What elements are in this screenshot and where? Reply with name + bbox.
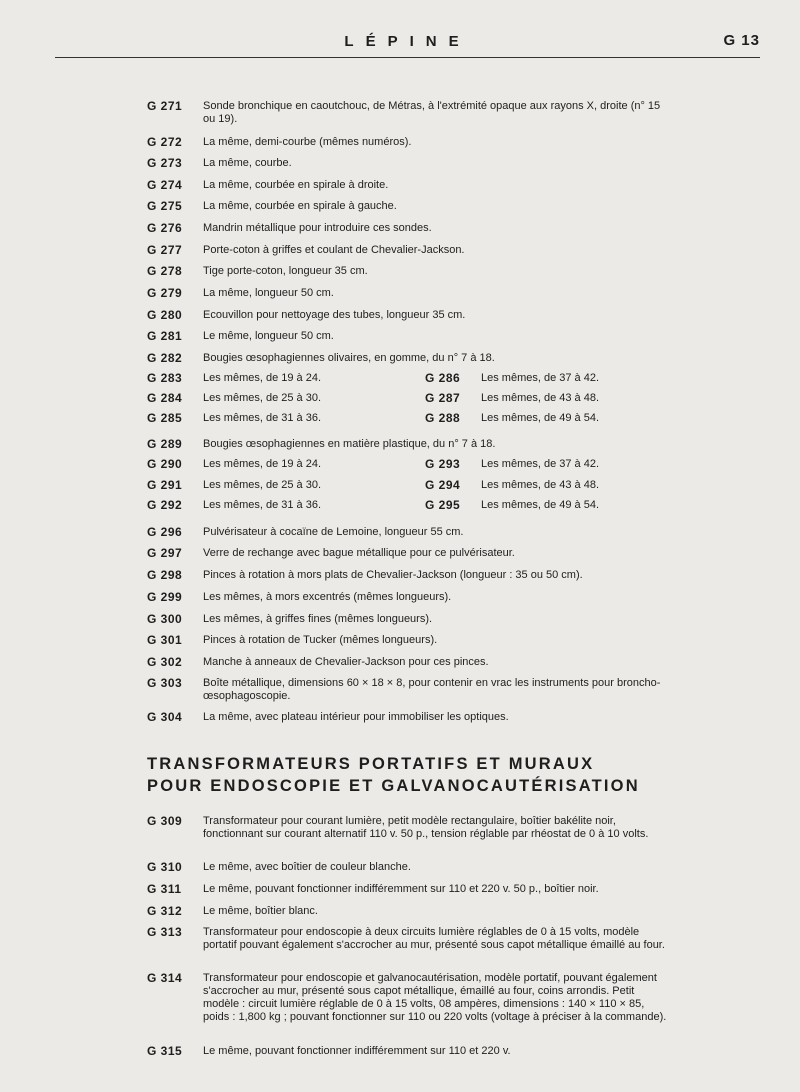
catalog-entry — [147, 591, 667, 604]
entry-code: G 295 — [425, 498, 461, 512]
entry-text: Les mêmes, de 43 à 48. — [481, 479, 600, 491]
entry-code: G 300 — [147, 612, 183, 626]
entry-code: G 304 — [147, 710, 183, 724]
catalog-entry — [147, 677, 667, 703]
entry-text: Les mêmes, de 37 à 42. — [481, 372, 600, 384]
catalog-entry — [147, 1045, 667, 1058]
entry-text: Pinces à rotation de Tucker (mêmes longueurs). — [203, 634, 438, 646]
catalog-entry — [147, 157, 667, 170]
entry-code: G 274 — [147, 178, 183, 192]
entry-text: Sonde bronchique en caoutchouc, de Métras, à l'extrémité opaque aux rayons X, droite (n° 15 ou 19). — [203, 100, 661, 125]
catalog-entry — [147, 634, 667, 647]
entry-code: G 310 — [147, 860, 183, 874]
entry-text: Les mêmes, de 43 à 48. — [481, 392, 600, 404]
entry-text: Les mêmes, de 19 à 24. — [203, 458, 322, 470]
catalog-entry — [147, 815, 667, 841]
catalog-entry — [147, 613, 667, 626]
catalog-entry — [147, 244, 667, 257]
catalog-entry — [147, 926, 667, 952]
entry-text: La même, courbe. — [203, 157, 292, 169]
catalog-pair-row — [147, 392, 667, 406]
entry-text: Les mêmes, de 49 à 54. — [481, 499, 600, 511]
entry-code: G 287 — [425, 391, 461, 405]
catalog-entry — [147, 309, 667, 322]
entry-code: G 311 — [147, 882, 182, 896]
entry-code: G 309 — [147, 814, 183, 828]
entry-code: G 283 — [147, 371, 183, 385]
entry-code: G 312 — [147, 904, 183, 918]
entry-text: Tige porte-coton, longueur 35 cm. — [203, 265, 368, 277]
entry-code: G 301 — [147, 633, 183, 647]
entry-text: Bougies œsophagiennes olivaires, en gomme, du n° 7 à 18. — [203, 352, 495, 364]
entry-text: Les mêmes, de 25 à 30. — [203, 392, 322, 404]
entry-code: G 271 — [147, 99, 183, 113]
catalog-entry — [147, 711, 667, 724]
entry-code: G 272 — [147, 135, 183, 149]
entry-text: Transformateur pour endoscopie à deux circuits lumière réglables de 0 à 15 volts, modèle portatif pouvant également s'accrocher au mur, présenté sous capot métallique émaillé au four. — [203, 926, 665, 951]
catalog-entry — [147, 547, 667, 560]
catalog-entry — [147, 656, 667, 669]
catalog-entry — [147, 222, 667, 235]
catalog-pair-row — [147, 479, 667, 493]
entry-text: Transformateur pour endoscopie et galvanocautérisation, modèle portatif, pouvant également s'accrocher au mur, présenté sous capot métallique, émaillé au four, coins arrondis. Petit modèle : circuit lumière réglable de 0 à 15 volts, 08 ampères, dimensions : 140 × 110 × 85, poids : 1,800 kg ; pouvant fonctionner sur 110 ou 220 volts (voltage à préciser à la commande). — [203, 972, 667, 1023]
entry-text: Manche à anneaux de Chevalier-Jackson pour ces pinces. — [203, 656, 489, 668]
entry-code: G 292 — [147, 498, 183, 512]
entry-text: Le même, avec boîtier de couleur blanche. — [203, 861, 411, 873]
catalog-entry — [147, 569, 667, 582]
entry-code: G 276 — [147, 221, 183, 235]
entry-text: La même, demi-courbe (mêmes numéros). — [203, 136, 412, 148]
page-header — [55, 0, 760, 60]
entry-code: G 289 — [147, 437, 183, 451]
entry-text: Pinces à rotation à mors plats de Chevalier-Jackson (longueur : 35 ou 50 cm). — [203, 569, 583, 581]
entry-text: Pulvérisateur à cocaïne de Lemoine, longueur 55 cm. — [203, 526, 464, 538]
entry-text: Transformateur pour courant lumière, petit modèle rectangulaire, boîtier bakélite noir, fonctionnant sur courant alternatif 110 v. 50 p., tension réglable par rhéostat de 0 à 10 volts. — [203, 815, 649, 840]
entry-code: G 273 — [147, 156, 183, 170]
entry-text: Le même, pouvant fonctionner indifféremment sur 110 et 220 v. — [203, 1045, 511, 1057]
entry-code: G 313 — [147, 925, 183, 939]
entry-text: Verre de rechange avec bague métallique pour ce pulvérisateur. — [203, 547, 515, 559]
page-number: G 13 — [723, 32, 760, 49]
catalog-entry — [147, 972, 667, 1024]
catalog-pair-row — [147, 372, 667, 386]
catalog-entry — [147, 200, 667, 213]
entry-code: G 277 — [147, 243, 183, 257]
entry-text: Les mêmes, de 19 à 24. — [203, 372, 322, 384]
catalog-entry — [147, 330, 667, 343]
catalog-entry — [147, 861, 667, 874]
entry-code: G 297 — [147, 546, 183, 560]
catalog-entry — [147, 136, 667, 149]
entry-text: Les mêmes, de 37 à 42. — [481, 458, 600, 470]
catalog-entry — [147, 265, 667, 278]
catalog-entry — [147, 438, 667, 451]
entry-text: Bougies œsophagiennes en matière plastique, du n° 7 à 18. — [203, 438, 496, 450]
entry-text: La même, avec plateau intérieur pour immobiliser les optiques. — [203, 711, 509, 723]
entry-text: Les mêmes, à mors excentrés (mêmes longueurs). — [203, 591, 452, 603]
entry-code: G 280 — [147, 308, 183, 322]
entry-text: Mandrin métallique pour introduire ces sondes. — [203, 222, 432, 234]
entry-code: G 296 — [147, 525, 183, 539]
entry-code: G 284 — [147, 391, 183, 405]
entry-text: Le même, boîtier blanc. — [203, 905, 318, 917]
entry-code: G 281 — [147, 329, 183, 343]
entry-code: G 299 — [147, 590, 183, 604]
section-title-line-1: TRANSFORMATEURS PORTATIFS ET MURAUX — [147, 755, 595, 773]
entry-text: Le même, longueur 50 cm. — [203, 330, 334, 342]
catalog-entry — [147, 526, 667, 539]
entry-code: G 314 — [147, 971, 183, 985]
brand-name: LÉPINE — [344, 33, 471, 50]
entry-code: G 302 — [147, 655, 183, 669]
entry-text: La même, courbée en spirale à droite. — [203, 179, 389, 191]
entry-text: La même, longueur 50 cm. — [203, 287, 334, 299]
entry-text: Le même, pouvant fonctionner indifféremment sur 110 et 220 v. 50 p., boîtier noir. — [203, 883, 599, 895]
catalog-entry — [147, 352, 667, 365]
entry-text: Ecouvillon pour nettoyage des tubes, longueur 35 cm. — [203, 309, 466, 321]
catalog-entry — [147, 179, 667, 192]
entry-text: Les mêmes, de 31 à 36. — [203, 412, 322, 424]
entry-text: Les mêmes, de 25 à 30. — [203, 479, 322, 491]
entry-text: Les mêmes, à griffes fines (mêmes longueurs). — [203, 613, 433, 625]
entry-code: G 278 — [147, 264, 183, 278]
entry-code: G 303 — [147, 676, 183, 690]
catalog-entry — [147, 100, 667, 126]
entry-code: G 315 — [147, 1044, 183, 1058]
catalog-entry — [147, 905, 667, 918]
entry-code: G 293 — [425, 457, 461, 471]
entry-code: G 279 — [147, 286, 183, 300]
header-rule — [55, 57, 760, 58]
entry-text: La même, courbée en spirale à gauche. — [203, 200, 397, 212]
entry-code: G 290 — [147, 457, 183, 471]
catalog-entry — [147, 883, 667, 896]
section-title-line-2: POUR ENDOSCOPIE ET GALVANOCAUTÉRISATION — [147, 777, 640, 795]
entry-code: G 275 — [147, 199, 183, 213]
catalog-pair-row — [147, 412, 667, 426]
entry-code: G 282 — [147, 351, 183, 365]
entry-code: G 285 — [147, 411, 183, 425]
entry-text: Les mêmes, de 49 à 54. — [481, 412, 600, 424]
entry-code: G 298 — [147, 568, 183, 582]
catalog-entry — [147, 287, 667, 300]
entry-text: Boîte métallique, dimensions 60 × 18 × 8, pour contenir en vrac les instruments pour broncho-œsophagoscopie. — [203, 677, 661, 702]
entry-text: Les mêmes, de 31 à 36. — [203, 499, 322, 511]
entry-code: G 286 — [425, 371, 461, 385]
entry-code: G 291 — [147, 478, 183, 492]
catalog-pair-row — [147, 499, 667, 513]
entry-code: G 294 — [425, 478, 461, 492]
catalog-pair-row — [147, 458, 667, 472]
entry-text: Porte-coton à griffes et coulant de Chevalier-Jackson. — [203, 244, 465, 256]
entry-code: G 288 — [425, 411, 461, 425]
